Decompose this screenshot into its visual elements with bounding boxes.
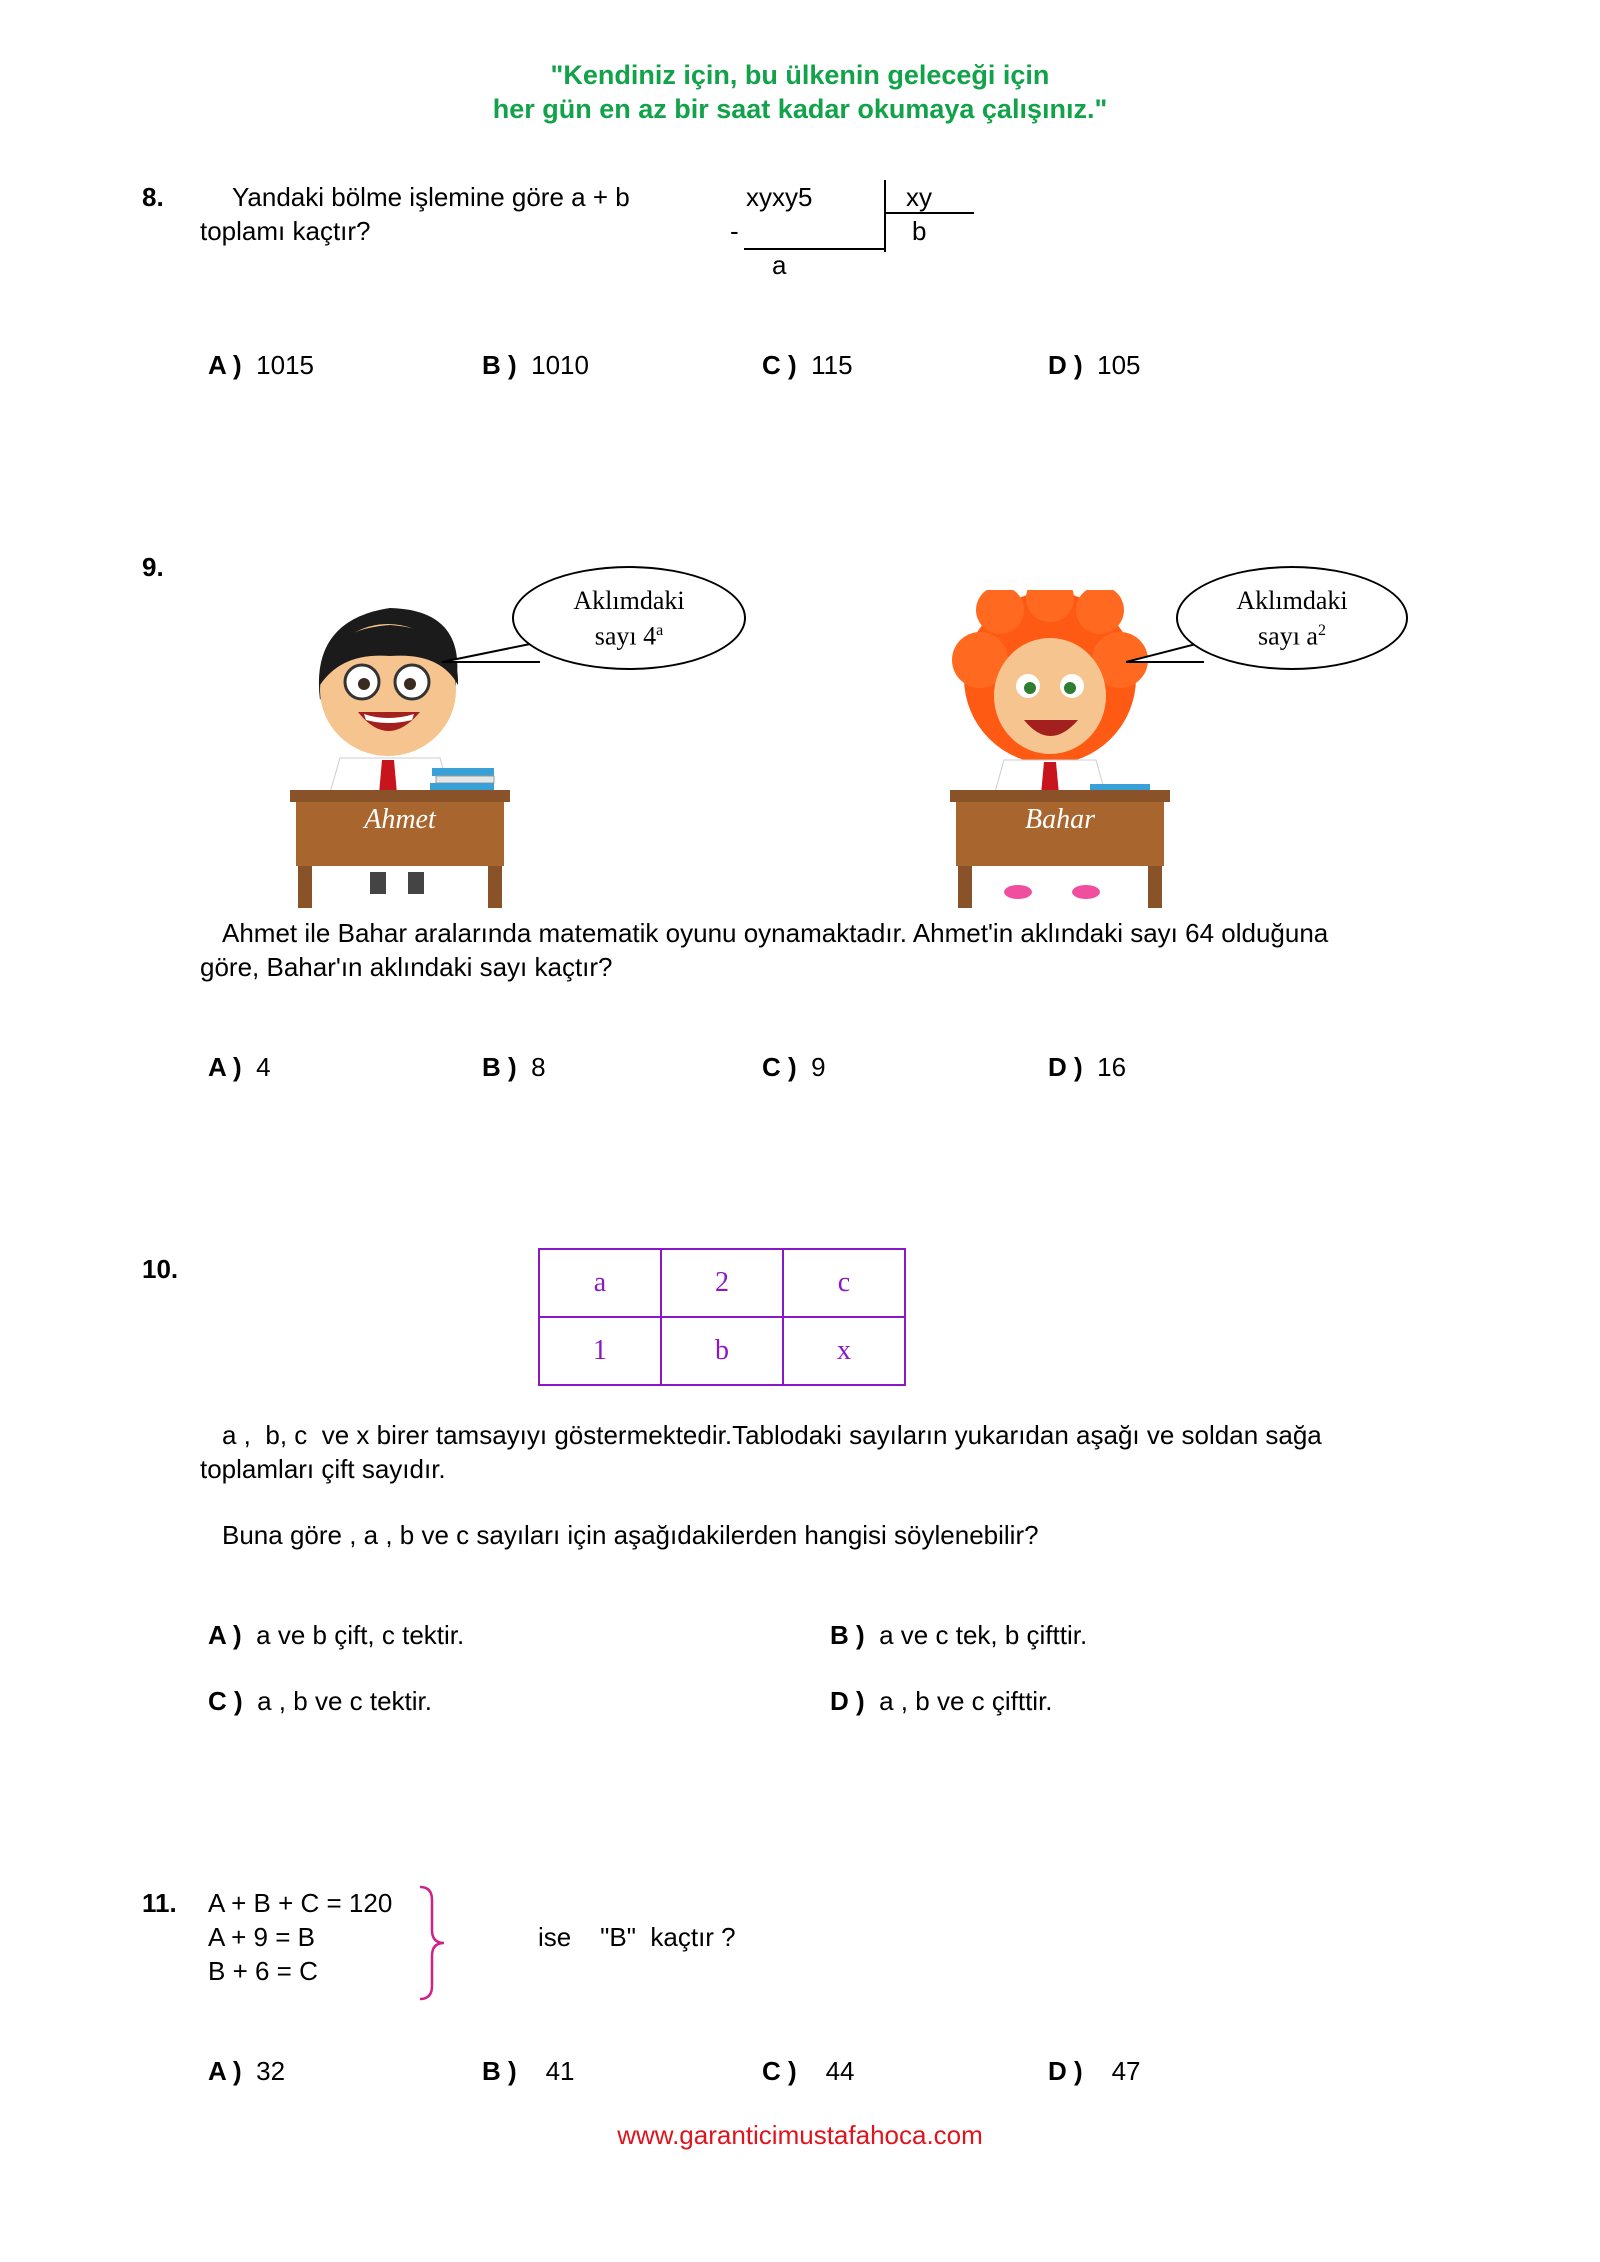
q11-option-d[interactable] xyxy=(1048,2054,1141,2088)
q10-option-c[interactable] xyxy=(208,1684,432,1718)
equation-2: A + 9 = B xyxy=(208,1922,315,1952)
option-letter: C ) xyxy=(762,350,797,380)
question-10-text-line1: a , b, c ve x birer tamsayıyı göstermektedir.Tablodaki sayıların yukarıdan aşağı ve soldan sağa xyxy=(222,1420,1322,1450)
equation-1: A + B + C = 120 xyxy=(208,1888,393,1918)
bahar-illustration xyxy=(940,590,1200,910)
footer-website-link[interactable]: www.garanticimustafahoca.com xyxy=(617,2120,983,2150)
option-value: 41 xyxy=(545,2056,575,2086)
division-remainder: a xyxy=(772,250,787,280)
ahmet-bubble-line1: Aklımdaki xyxy=(573,586,685,615)
table-cell: 2 xyxy=(661,1249,783,1317)
option-letter: A ) xyxy=(208,2056,242,2086)
girl-icon xyxy=(952,590,1148,815)
option-value: 115 xyxy=(811,350,853,380)
q11-option-b[interactable] xyxy=(482,2054,575,2088)
question-8-text-line2: toplamı kaçtır? xyxy=(200,216,371,246)
option-value: a , b ve c tektir. xyxy=(257,1686,432,1716)
option-letter: B ) xyxy=(482,350,517,380)
equation-3: B + 6 = C xyxy=(208,1956,318,1986)
q8-option-c[interactable] xyxy=(762,348,853,382)
question-8-number: 8. xyxy=(142,182,164,212)
division-quotient: b xyxy=(912,216,927,246)
option-letter: B ) xyxy=(830,1620,865,1650)
option-value: 16 xyxy=(1097,1052,1127,1082)
option-value: 105 xyxy=(1097,350,1141,380)
bahar-bubble-base: sayı a xyxy=(1258,621,1318,651)
option-letter: D ) xyxy=(1048,2056,1083,2086)
q8-option-a[interactable] xyxy=(208,348,314,382)
option-value: 32 xyxy=(256,2056,286,2086)
division-vertical-line xyxy=(884,180,886,252)
motto-line-2: her gün en az bir saat kadar okumaya çalışınız." xyxy=(492,94,1108,124)
question-9-text-line2: göre, Bahar'ın aklındaki sayı kaçtır? xyxy=(200,952,613,982)
right-brace-icon xyxy=(414,1884,448,2002)
question-11-number: 11. xyxy=(142,1888,177,1918)
question-10-number: 10. xyxy=(142,1254,179,1284)
table-cell: x xyxy=(783,1317,905,1385)
division-dividend: xyxy5 xyxy=(746,182,813,212)
option-letter: A ) xyxy=(208,1620,242,1650)
question-8-text-line1: Yandaki bölme işlemine göre a + b xyxy=(232,182,630,212)
table-cell: a xyxy=(539,1249,661,1317)
q11-option-a[interactable] xyxy=(208,2054,285,2088)
table-cell: 1 xyxy=(539,1317,661,1385)
option-value: a , b ve c çifttir. xyxy=(879,1686,1053,1716)
question-9-number: 9. xyxy=(142,552,164,582)
option-value: 1010 xyxy=(531,350,589,380)
bahar-bubble-line1: Aklımdaki xyxy=(1236,586,1348,615)
ahmet-bubble-line2 xyxy=(514,616,744,652)
long-division xyxy=(720,176,960,286)
option-value: a ve b çift, c tektir. xyxy=(256,1620,465,1650)
option-letter: C ) xyxy=(762,2056,797,2086)
divisor-underline xyxy=(884,212,974,214)
question-11-prompt: ise "B" kaçtır ? xyxy=(538,1922,736,1952)
books-icon xyxy=(430,768,494,791)
option-letter: B ) xyxy=(482,2056,517,2086)
q8-option-b[interactable] xyxy=(482,348,589,382)
q9-option-b[interactable] xyxy=(482,1050,546,1084)
table-row xyxy=(539,1317,905,1385)
option-letter: D ) xyxy=(1048,350,1083,380)
motto-line-1: "Kendiniz için, bu ülkenin geleceği için xyxy=(550,60,1050,90)
option-letter: C ) xyxy=(208,1686,243,1716)
q8-option-d[interactable] xyxy=(1048,348,1141,382)
option-letter: D ) xyxy=(830,1686,865,1716)
bahar-desk-name: Bahar xyxy=(1025,804,1095,835)
option-value: 4 xyxy=(256,1052,271,1082)
ahmet-speech-bubble xyxy=(512,566,746,670)
table-cell: b xyxy=(661,1317,783,1385)
bahar-speech-bubble xyxy=(1176,566,1408,670)
ahmet-desk-name: Ahmet xyxy=(364,804,436,835)
subtraction-line xyxy=(744,248,886,250)
q11-option-c[interactable] xyxy=(762,2054,855,2088)
division-minus: - xyxy=(730,216,739,246)
option-letter: C ) xyxy=(762,1052,797,1082)
option-letter: B ) xyxy=(482,1052,517,1082)
q10-option-d[interactable] xyxy=(830,1684,1053,1718)
bahar-bubble-line2 xyxy=(1178,616,1406,652)
table-cell: c xyxy=(783,1249,905,1317)
option-letter: A ) xyxy=(208,1052,242,1082)
option-value: 1015 xyxy=(256,350,314,380)
option-letter: A ) xyxy=(208,350,242,380)
q9-option-c[interactable] xyxy=(762,1050,826,1084)
option-value: 9 xyxy=(811,1052,826,1082)
division-divisor: xy xyxy=(906,182,932,212)
ahmet-illustration xyxy=(280,590,540,910)
option-value: a ve c tek, b çifttir. xyxy=(879,1620,1088,1650)
question-10-text-line3: Buna göre , a , b ve c sayıları için aşağıdakilerden hangisi söylenebilir? xyxy=(222,1520,1039,1550)
q9-option-a[interactable] xyxy=(208,1050,271,1084)
q9-option-d[interactable] xyxy=(1048,1050,1126,1084)
question-10-text-line2: toplamları çift sayıdır. xyxy=(200,1454,446,1484)
bahar-bubble-exponent: 2 xyxy=(1317,622,1326,639)
question-9-text-line1: Ahmet ile Bahar aralarında matematik oyunu oynamaktadır. Ahmet'in aklındaki sayı 64 olduğuna xyxy=(222,918,1329,948)
option-letter: D ) xyxy=(1048,1052,1083,1082)
option-value: 44 xyxy=(825,2056,855,2086)
option-value: 8 xyxy=(531,1052,546,1082)
ahmet-bubble-exponent: a xyxy=(656,622,664,639)
number-table xyxy=(538,1248,906,1386)
q10-option-b[interactable] xyxy=(830,1618,1087,1652)
table-row xyxy=(539,1249,905,1317)
ahmet-bubble-base: sayı 4 xyxy=(594,621,657,651)
option-value: 47 xyxy=(1111,2056,1141,2086)
q10-option-a[interactable] xyxy=(208,1618,464,1652)
